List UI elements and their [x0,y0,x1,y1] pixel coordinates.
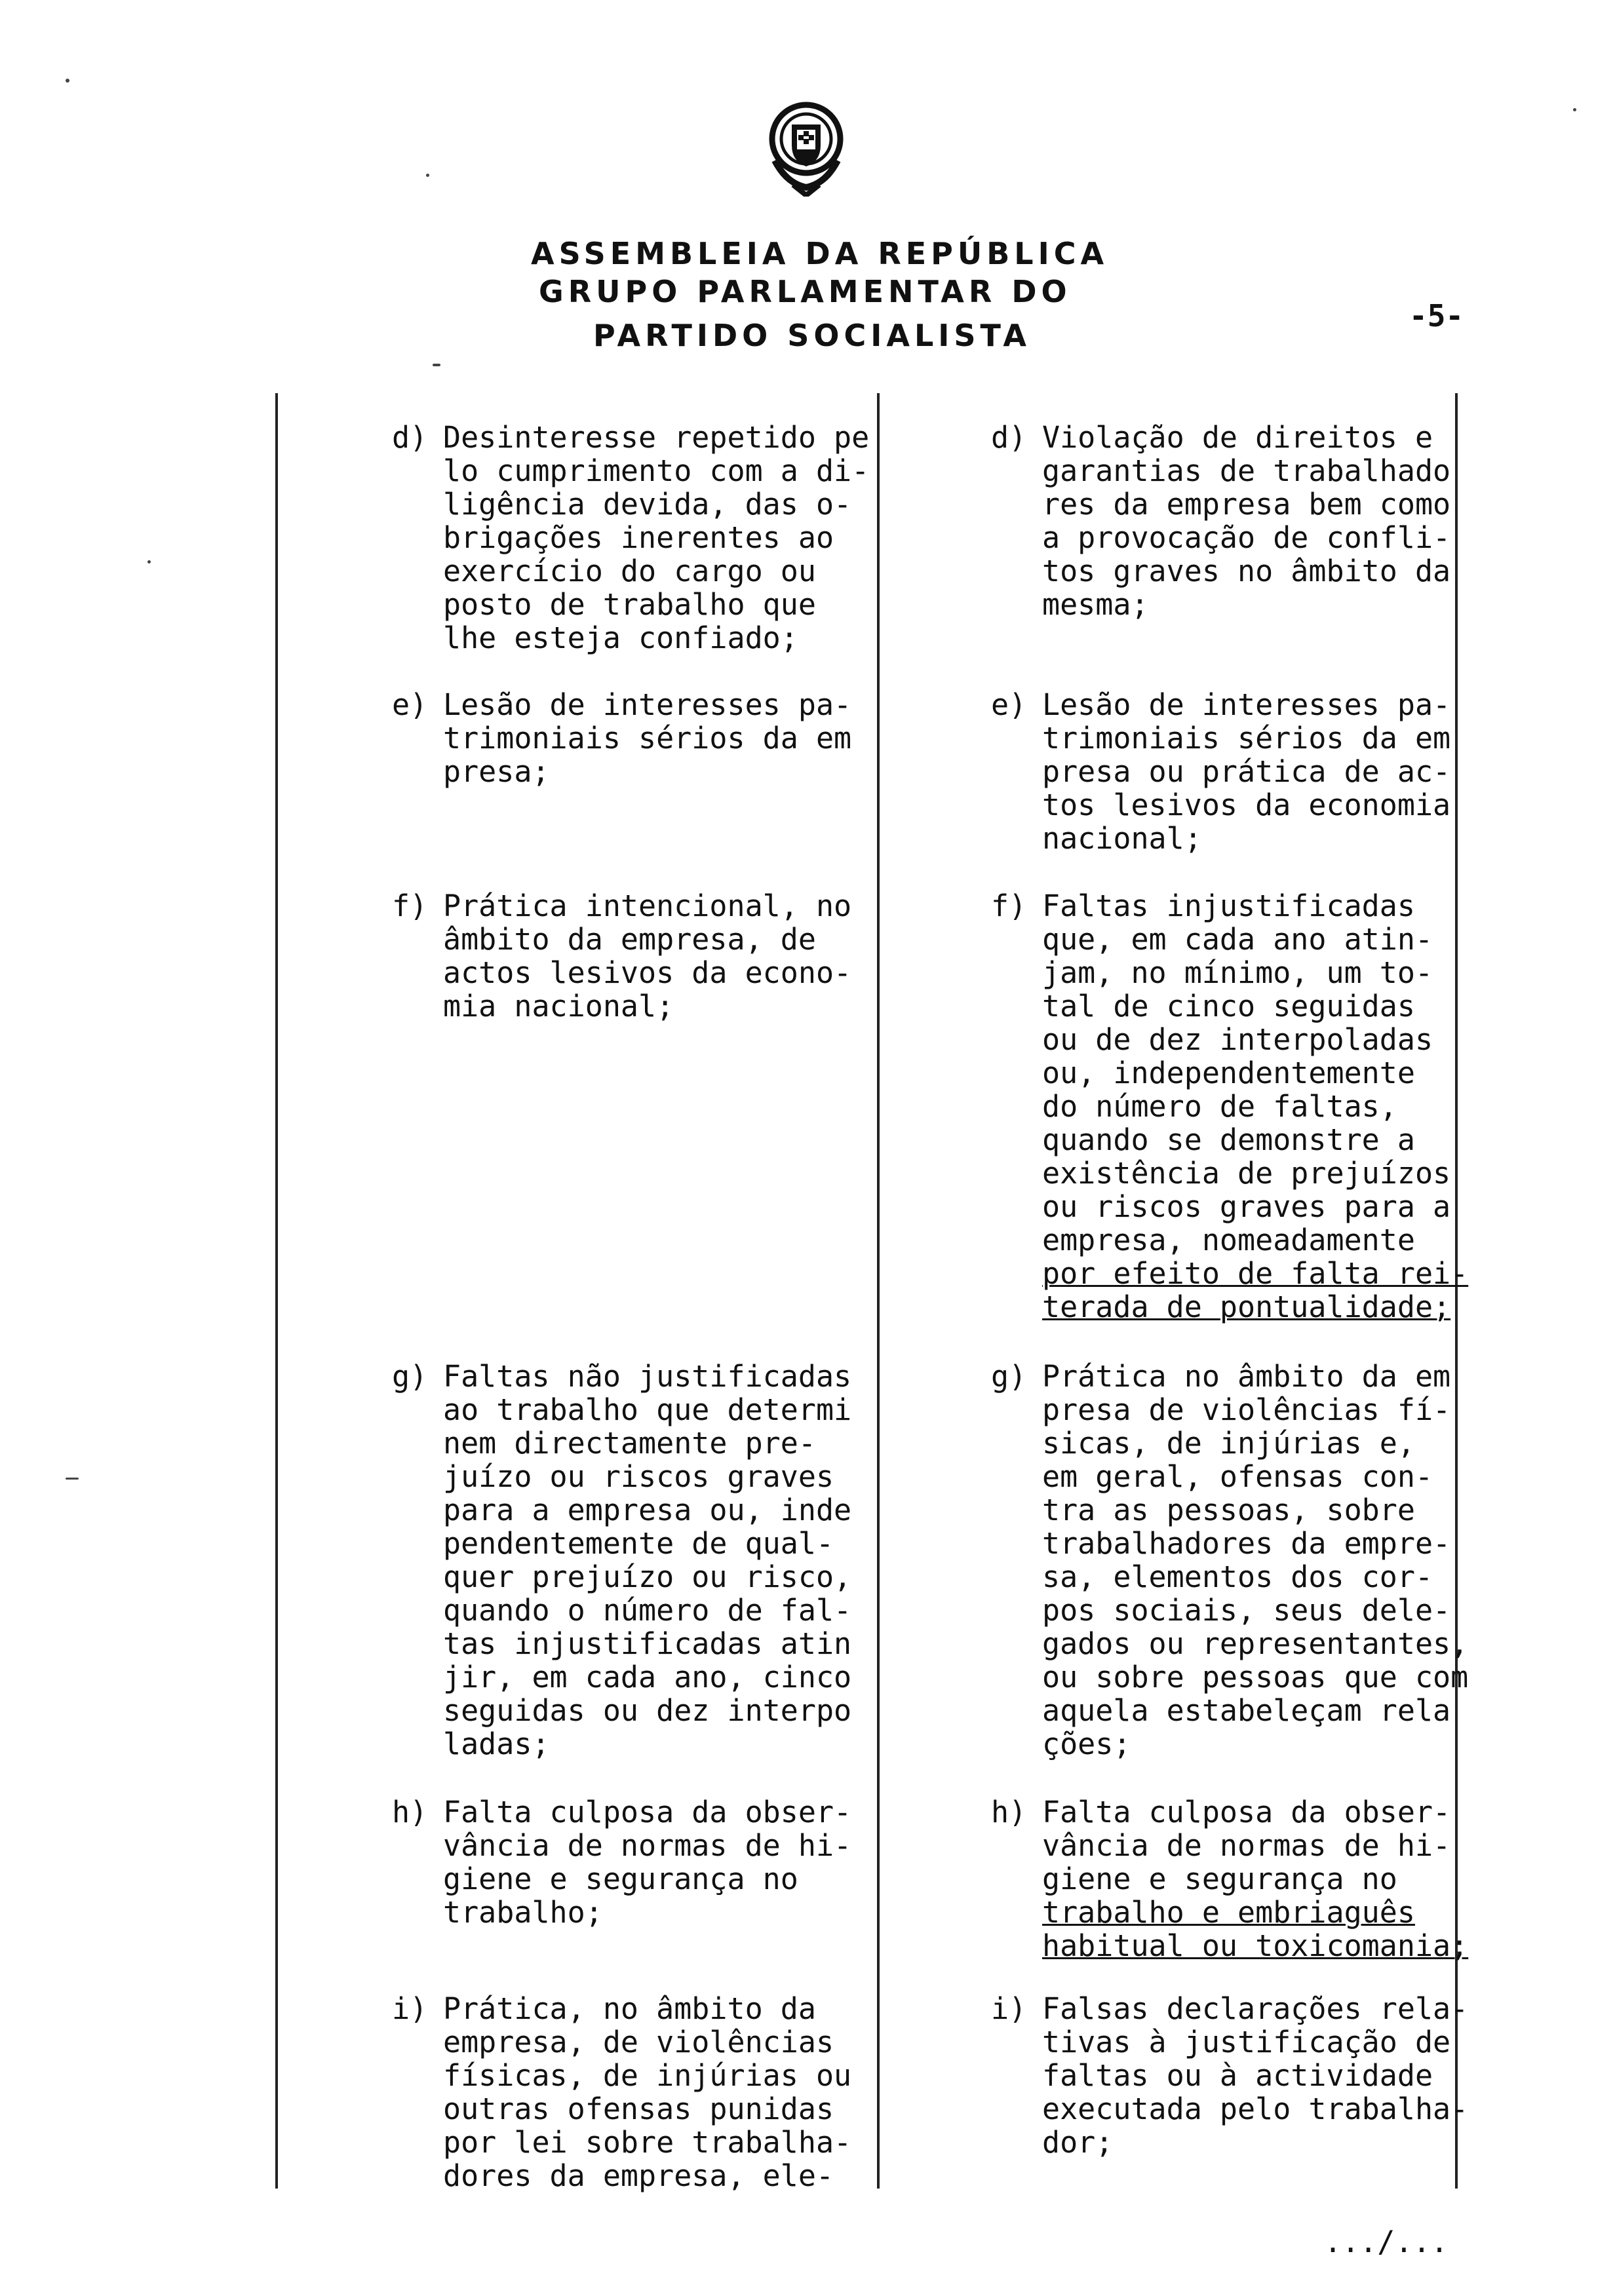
left-margin-rule [275,393,278,2189]
item-letter: d) [392,420,428,455]
text-line: tal de cinco seguidas [1042,989,1415,1024]
text-line: pos sociais, seus dele- [1042,1593,1451,1628]
text-line: outras ofensas punidas [443,2092,834,2126]
text-line: tos graves no âmbito da [1042,554,1451,588]
left-item-e [392,687,852,789]
left-item-h [392,1795,852,1930]
text-line: por lei sobre trabalha- [443,2125,852,2160]
text-line: Faltas injustificadas [1042,889,1415,923]
text-line: que, em cada ano atin- [1042,922,1433,957]
item-letter: g) [991,1359,1027,1394]
text-line: ladas; [443,1727,550,1761]
text-line: giene e segurança no [1042,1862,1397,1896]
text-line: tos lesivos da economia [1042,788,1451,822]
text-line: empresa, nomeadamente [1042,1223,1415,1257]
item-letter: h) [991,1795,1027,1829]
item-letter: f) [991,889,1027,923]
text-line: sa, elementos dos cor- [1042,1559,1433,1594]
header-line-2: GRUPO PARLAMENTAR DO [539,274,1072,309]
coat-of-arms-seal [760,98,852,197]
text-line: por efeito de falta rei- [1042,1256,1469,1291]
text-line: trabalhadores da empre- [1042,1526,1451,1561]
text-line: presa ou prática de ac- [1042,754,1451,789]
continuation-marker: .../... [1324,2225,1449,2259]
page-number: -5- [1409,298,1464,334]
header-line-3: PARTIDO SOCIALISTA [593,318,1031,353]
right-item-i [991,1991,1469,2160]
header-line-1: ASSEMBLEIA DA REPÚBLICA [531,236,1109,271]
text-line: brigações inerentes ao [443,520,834,555]
text-line: habitual ou toxicomania; [1042,1928,1469,1963]
text-line: presa de violências fí- [1042,1392,1451,1427]
text-line: em geral, ofensas con- [1042,1459,1433,1494]
item-letter: f) [392,889,428,923]
text-line: sicas, de injúrias e, [1042,1426,1415,1461]
text-line: tivas à justificação de [1042,2025,1451,2059]
text-line: quando o número de fal- [443,1593,852,1628]
text-line: Faltas não justificadas [443,1359,852,1394]
scan-speck [426,174,429,177]
text-line: pendentemente de qual- [443,1526,834,1561]
text-line: Violação de direitos e [1042,420,1433,455]
text-line: existência de prejuízos [1042,1156,1451,1191]
text-line: âmbito da empresa, de [443,922,816,957]
scan-speck [147,560,151,564]
text-line: Prática intencional, no [443,889,852,923]
text-line: mia nacional; [443,989,674,1024]
text-line: res da empresa bem como [1042,487,1451,522]
text-line: vância de normas de hi- [443,1828,852,1863]
left-item-g [392,1359,852,1761]
text-line: faltas ou à actividade [1042,2058,1433,2093]
text-line: giene e segurança no [443,1862,798,1896]
text-line: do número de faltas, [1042,1089,1397,1124]
right-item-e [991,687,1451,856]
text-line: ções; [1042,1727,1131,1761]
text-line: Desinteresse repetido pe [443,420,870,455]
text-line: tra as pessoas, sobre [1042,1493,1415,1527]
text-line: Falta culposa da obser- [1042,1795,1451,1829]
text-line: lo cumprimento com a di- [443,453,870,488]
item-letter: i) [392,1991,428,2026]
text-line: Falsas declarações rela- [1042,1991,1469,2026]
text-line: Prática no âmbito da em [1042,1359,1451,1394]
text-line: ou sobre pessoas que com [1042,1660,1469,1694]
text-line: Prática, no âmbito da [443,1991,816,2026]
text-line: vância de normas de hi- [1042,1828,1451,1863]
right-item-g [991,1359,1469,1761]
text-line: trimoniais sérios da em [443,721,852,756]
scan-speck [1573,108,1576,111]
left-item-i [392,1991,852,2193]
text-line: a provocação de confli- [1042,520,1451,555]
text-line: Lesão de interesses pa- [443,687,852,722]
item-letter: h) [392,1795,428,1829]
text-line: posto de trabalho que [443,587,816,622]
text-line: presa; [443,754,550,789]
text-line: gados ou representantes, [1042,1626,1469,1661]
item-letter: e) [392,687,428,722]
item-letter: g) [392,1359,428,1394]
text-line: dor; [1042,2125,1114,2160]
scan-speck [66,79,69,83]
text-line: exercício do cargo ou [443,554,816,588]
text-line: garantias de trabalhado [1042,453,1451,488]
item-letter: d) [991,420,1027,455]
text-line: empresa, de violências [443,2025,834,2059]
text-line: trabalho; [443,1895,603,1930]
text-line: actos lesivos da econo- [443,955,852,990]
text-line: aquela estabeleçam rela [1042,1693,1451,1728]
text-line: Falta culposa da obser- [443,1795,852,1829]
text-line: dores da empresa, ele- [443,2158,834,2193]
text-line: seguidas ou dez interpo [443,1693,852,1728]
text-line: jam, no mínimo, um to- [1042,955,1433,990]
left-item-d [392,420,870,655]
scan-speck [66,1478,79,1480]
text-line: ou riscos graves para a [1042,1189,1451,1224]
item-letter: i) [991,1991,1027,2026]
text-line: nem directamente pre- [443,1426,816,1461]
text-line: tas injustificadas atin [443,1626,852,1661]
center-column-rule [877,393,880,2189]
text-line: executada pelo trabalha- [1042,2092,1469,2126]
text-line: físicas, de injúrias ou [443,2058,852,2093]
text-line: trabalho e embriaguês [1042,1895,1415,1930]
text-line: ou de dez interpoladas [1042,1022,1433,1057]
text-line: para a empresa ou, inde [443,1493,852,1527]
text-line: trimoniais sérios da em [1042,721,1451,756]
item-letter: e) [991,687,1027,722]
left-item-f [392,889,852,1024]
scan-speck [433,364,440,366]
text-line: mesma; [1042,587,1149,622]
text-line: quando se demonstre a [1042,1122,1415,1157]
right-item-d [991,420,1451,622]
right-item-h [991,1795,1469,1963]
text-line: terada de pontualidade; [1042,1290,1451,1324]
text-line: lhe esteja confiado; [443,621,798,655]
text-line: juízo ou riscos graves [443,1459,834,1494]
text-line: ou, independentemente [1042,1056,1415,1090]
text-line: jir, em cada ano, cinco [443,1660,852,1694]
text-line: Lesão de interesses pa- [1042,687,1451,722]
text-line: ligência devida, das o- [443,487,852,522]
text-line: nacional; [1042,821,1202,856]
text-line: quer prejuízo ou risco, [443,1559,852,1594]
text-line: ao trabalho que determi [443,1392,852,1427]
right-item-f [991,889,1469,1324]
